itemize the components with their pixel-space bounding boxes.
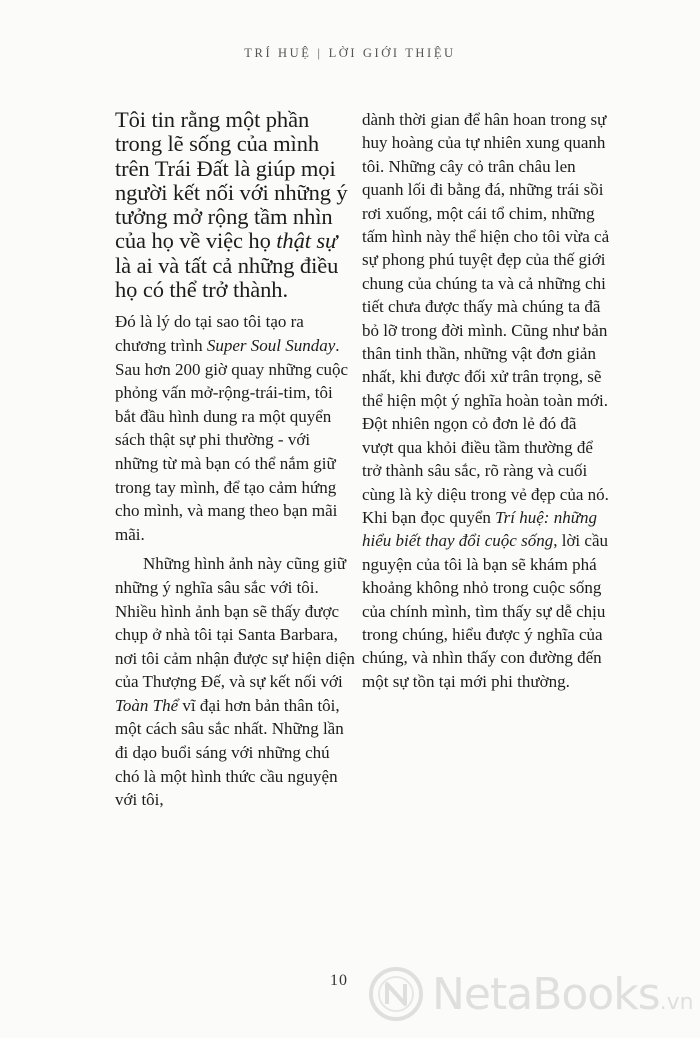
netabooks-logo-icon <box>368 966 424 1022</box>
pull-quote-emphasis: thật sự <box>276 228 338 254</box>
watermark-text: NetaBooks.vn <box>432 968 694 1020</box>
pull-quote: Tôi tin rằng một phần trong lẽ sống của mình trên Trái Đất là giúp mọi người kết nối với những ý tưởng mở rộng tầm nhìn của họ về việc họ thật sự là ai và tất cả những điều họ có thể trở thành. <box>115 107 348 303</box>
book-title: TRÍ HUỆ <box>244 46 312 60</box>
page-number: 10 <box>330 972 348 989</box>
show-title: Super Soul Sunday <box>206 335 336 355</box>
paragraph-1: Đó là lý do tại sao tôi tạo ra chương trình Super Soul Sunday. Sau hơn 200 giờ quay những cuộc phỏng vấn mở-rộng-trái-tim, tôi bắt đầu hình dung ra một quyển sách thật sự phi thường - với những từ mà bạn có thể nắm giữ trong tay mình, để tạo cảm hứng cho mình, và mang theo bạn mãi mãi. <box>115 312 349 544</box>
paragraph-2: Những hình ảnh này cũng giữ những ý nghĩa sâu sắc với tôi. Nhiều hình ảnh bạn sẽ thấy được chụp ở nhà tôi tại Santa Barbara, nơi tôi cảm nhận được sự hiện diện của Thượng Đế, và sự kết nối với Toàn Thể vĩ đại hơn bản thân tôi, một cách sâu sắc nhất. Những lần đi dạo buổi sáng với những chú chó là một hình thức cầu nguyện với tôi, <box>115 554 355 810</box>
chapter-title: LỜI GIỚI THIỆU <box>328 46 456 60</box>
running-header <box>0 46 700 61</box>
paragraph-3: dành thời gian để hân hoan trong sự huy hoàng của tự nhiên xung quanh tôi. Những cây cỏ trân châu len quanh lối đi bằng đá, những trái sồi rơi xuống, một cái tổ chim, những tấm hình này thể hiện cho tôi vừa cả sự phong phú tuyệt đẹp của thế giới chung của chúng ta và cả những chi tiết chưa được thấy mà chúng ta đã bỏ lỡ trong đời mình. Cũng như bản thân tinh thần, những vật đơn giản nhất, khi được đối xử trân trọng, sẽ thể hiện một ý nghĩa hoàn toàn mới. Đột nhiên ngọn cỏ đơn lẻ đó đã vượt qua khỏi điều tầm thường để trở thành sâu sắc, rõ ràng và cuối cùng là kỳ diệu trong vẻ đẹp của nó. Khi bạn đọc quyển Trí huệ: những hiểu biết thay đổi cuộc sống, lời cầu nguyện của tôi là bạn sẽ khám phá khoảng không nhỏ trong cuộc sống của chính mình, tìm thấy sự dễ chịu trong chúng, hiểu được ý nghĩa của chúng, và nhìn thấy con đường đến một sự tồn tại mới phi thường. <box>362 110 610 691</box>
right-column <box>362 108 612 693</box>
book-title-italic: Trí huệ: những hiểu biết thay đổi cuộc sống <box>362 507 597 551</box>
watermark <box>368 962 694 1026</box>
left-column <box>115 108 357 812</box>
header-separator: | <box>317 46 323 60</box>
emphasis-toan-the: Toàn Thể <box>115 695 179 715</box>
